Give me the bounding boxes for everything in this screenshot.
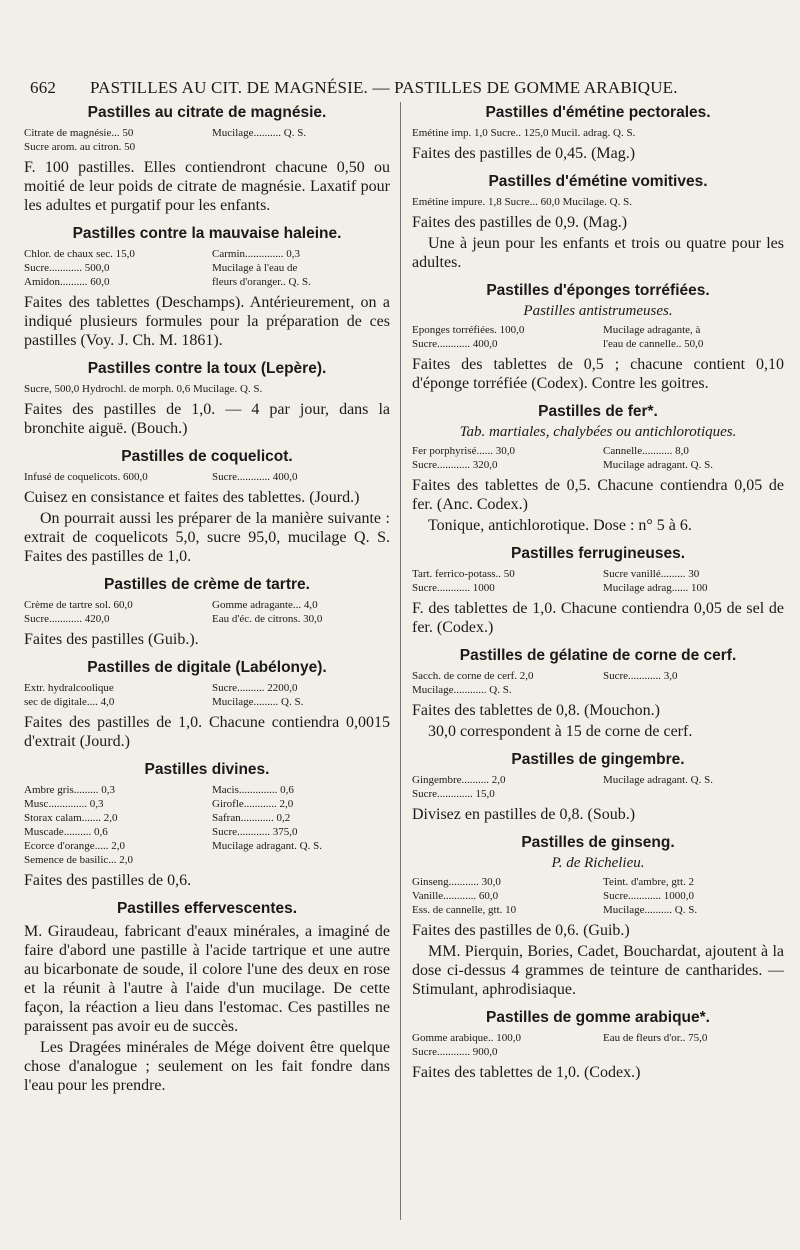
recipe-title: Pastilles de digitale (Labélonye). <box>87 659 327 676</box>
recipe-section <box>412 1009 784 1082</box>
recipe-title: Pastilles au citrate de magnésie. <box>87 104 327 121</box>
recipe-text: Faites des tablettes de 1,0. (Codex.) <box>412 1064 641 1081</box>
ingredient-list <box>412 444 784 472</box>
recipe-title: Pastilles de fer*. <box>538 403 658 420</box>
recipe-text: Faites des pastilles (Guib.). <box>24 631 199 648</box>
recipe-text: Faites des tablettes de 0,5. Chacune contiendra 0,05 de fer. (Anc. Codex.) <box>412 477 784 513</box>
ingredient-list <box>412 323 784 351</box>
ingredient-line: Mucilage adrag...... 100 <box>603 582 708 594</box>
ingredient-line: Sucre............ 320,0 <box>412 459 498 471</box>
recipe-text: Tonique, antichlorotique. Dose : n° 5 à 6. <box>428 517 692 534</box>
ingredient-line: Fer porphyrisé...... 30,0 <box>412 445 515 457</box>
ingredient-line: Eau de fleurs d'or.. 75,0 <box>603 1032 708 1044</box>
recipe-text: F. des tablettes de 1,0. Chacune contiendra 0,05 de sel de fer. (Codex.) <box>412 600 784 636</box>
ingredient-line: Sucre............. 15,0 <box>412 788 495 800</box>
ingredient-line: Ess. de cannelle, gtt. 10 <box>412 904 517 916</box>
ingredient-line: Sacch. de corne de cerf. 2,0 <box>412 670 534 682</box>
recipe-text: 30,0 correspondent à 15 de corne de cerf. <box>428 723 693 740</box>
ingredient-line: Gingembre.......... 2,0 <box>412 774 506 786</box>
ingredient-line <box>603 683 784 697</box>
ingredient-line: Sucre arom. au citron. 50 <box>24 141 136 153</box>
recipe-text: Faites des pastilles de 0,6. <box>24 872 192 889</box>
recipe-title: Pastilles divines. <box>144 761 270 778</box>
ingredient-line: Muscade.......... 0,6 <box>24 826 108 838</box>
ingredient-line: Gomme adragante... 4,0 <box>212 599 318 611</box>
recipe-subtitle: Pastilles antistrumeuses. <box>523 303 673 319</box>
recipe-text: Faites des tablettes de 0,5 ; chacune contient 0,10 d'éponge torréfiée (Codex). Contre les goitres. <box>412 356 784 392</box>
recipe-title: Pastilles de gingembre. <box>511 751 685 768</box>
ingredient-list <box>24 247 390 289</box>
ingredient-line: Mucilage à l'eau de <box>212 262 298 274</box>
ingredient-line: Sucre............ 400,0 <box>212 471 298 483</box>
recipe-section <box>412 173 784 272</box>
ingredient-line: fleurs d'oranger.. Q. S. <box>212 276 311 288</box>
ingredient-line: Sucre............ 400,0 <box>412 338 498 350</box>
ingredient-line: Teint. d'ambre, gtt. 2 <box>603 876 695 888</box>
ingredient-line: Mucilage adragante, à <box>603 324 701 336</box>
recipe-text: Faites des pastilles de 0,6. (Guib.) <box>412 922 630 939</box>
running-title: PASTILLES AU CIT. DE MAGNÉSIE. — PASTILLES DE GOMME ARABIQUE. <box>90 78 678 97</box>
page-number: 662 <box>30 78 57 97</box>
ingredient-line: Sucre vanillé......... 30 <box>603 568 700 580</box>
ingredient-line <box>603 1045 784 1059</box>
ingredient-line: Sucre............ 3,0 <box>603 670 678 682</box>
left-column <box>24 104 390 1105</box>
recipe-title: Pastilles de coquelicot. <box>121 448 293 465</box>
ingredient-list <box>412 195 784 209</box>
ingredient-list <box>24 382 390 396</box>
ingredient-list <box>24 598 390 626</box>
column-divider <box>400 102 401 1220</box>
ingredient-line: Emétine impure. 1,8 Sucre... 60,0 Mucilage. Q. S. <box>412 196 632 208</box>
ingredient-list <box>412 126 784 140</box>
recipe-section <box>24 659 390 751</box>
ingredient-line: Cannelle........... 8,0 <box>603 445 689 457</box>
recipe-section <box>24 225 390 350</box>
recipe-subtitle: Tab. martiales, chalybées ou antichlorotiques. <box>459 424 737 440</box>
recipe-section <box>412 104 784 163</box>
recipe-section <box>24 360 390 438</box>
ingredient-line: Citrate de magnésie... 50 <box>24 127 134 139</box>
ingredient-line: Sucre............ 500,0 <box>24 262 110 274</box>
recipe-text: Faites des pastilles de 1,0. — 4 par jour, dans la bronchite aiguë. (Bouch.) <box>24 401 390 437</box>
recipe-section <box>24 761 390 890</box>
ingredient-line: Carmin.............. 0,3 <box>212 248 300 260</box>
ingredient-list <box>24 783 390 867</box>
ingredient-line: Ginseng........... 30,0 <box>412 876 501 888</box>
ingredient-line <box>603 787 784 801</box>
ingredient-line: Gomme arabique.. 100,0 <box>412 1032 522 1044</box>
ingredient-line: Mucilage............ Q. S. <box>412 684 512 696</box>
ingredient-list <box>412 567 784 595</box>
ingredient-line: Sucre............ 420,0 <box>24 613 110 625</box>
ingredient-line: Emétine imp. 1,0 Sucre.. 125,0 Mucil. adrag. Q. S. <box>412 127 636 139</box>
ingredient-line: Musc.............. 0,3 <box>24 798 104 810</box>
recipe-title: Pastilles d'éponges torréfiées. <box>486 282 710 299</box>
ingredient-line: Storax calam....... 2,0 <box>24 812 118 824</box>
recipe-text: On pourrait aussi les préparer de la manière suivante : extrait de coquelicots 5,0, sucre 95,0, mucilage Q. S. Faites des pastilles de 1,0. <box>24 510 390 565</box>
ingredient-line: Mucilage.......... Q. S. <box>603 904 698 916</box>
ingredient-line: Girofle............ 2,0 <box>212 798 294 810</box>
recipe-text: Faites des pastilles de 0,9. (Mag.) <box>412 214 628 231</box>
ingredient-list <box>412 875 784 917</box>
recipe-section <box>412 403 784 535</box>
recipe-text: Divisez en pastilles de 0,8. (Soub.) <box>412 806 636 823</box>
ingredient-line: Infusé de coquelicots. 600,0 <box>24 471 148 483</box>
ingredient-line <box>212 853 390 867</box>
ingredient-line: Safran............ 0,2 <box>212 812 291 824</box>
ingredient-line: Mucilage adragant. Q. S. <box>603 459 713 471</box>
recipe-section <box>24 900 390 1095</box>
ingredient-list <box>24 681 390 709</box>
recipe-text: F. 100 pastilles. Elles contiendront chacune 0,50 ou moitié de leur poids de citrate de magnésie. Laxatif pour les adultes et purgatif pour les enfants. <box>24 159 390 214</box>
ingredient-line: Macis.............. 0,6 <box>212 784 294 796</box>
ingredient-list <box>412 1031 784 1059</box>
ingredient-line: Sucre............ 900,0 <box>412 1046 498 1058</box>
ingredient-line: Mucilage adragant. Q. S. <box>603 774 713 786</box>
ingredient-list <box>24 470 390 484</box>
ingredient-line: Eponges torréfiées. 100,0 <box>412 324 525 336</box>
ingredient-line: Semence de basilic... 2,0 <box>24 854 134 866</box>
ingredient-line: Mucilage adragant. Q. S. <box>212 840 322 852</box>
recipe-text: Faites des pastilles de 1,0. Chacune contiendra 0,0015 d'extrait (Jourd.) <box>24 714 390 750</box>
recipe-text: Les Dragées minérales de Mége doivent être quelque chose d'analogue ; seulement on les fait fondre dans l'eau pour les prendre. <box>24 1039 390 1094</box>
ingredient-line: l'eau de cannelle.. 50,0 <box>603 338 704 350</box>
ingredient-list <box>412 773 784 801</box>
right-column <box>412 104 784 1092</box>
ingredient-line: Crème de tartre sol. 60,0 <box>24 599 133 611</box>
recipe-title: Pastilles ferrugineuses. <box>510 545 686 562</box>
recipe-text: MM. Pierquin, Bories, Cadet, Bouchardat, ajoutent à la dose ci-dessus 4 grammes de teinture de cantharides. — Stimulant, aphrodisiaque. <box>412 943 784 998</box>
recipe-title: Pastilles de ginseng. <box>521 834 675 851</box>
ingredient-line <box>212 140 390 154</box>
recipe-section <box>24 104 390 215</box>
ingredient-line: Sucre, 500,0 Hydrochl. de morph. 0,6 Mucilage. Q. S. <box>24 383 263 395</box>
ingredient-line: Vanille............ 60,0 <box>412 890 499 902</box>
recipe-text: M. Giraudeau, fabricant d'eaux minérales, a imaginé de faire d'abord une pastille à l'acide tartrique et une autre au bicarbonate de soude, il colore l'une des deux en rose et la réunit à l'autre à l'aide d'un mucilage. De cette façon, la réaction a lieu dans l'estomac. Ces pastilles ne paraissent pas avoir eu de succès. <box>24 923 390 1035</box>
recipe-text: Faites des pastilles de 0,45. (Mag.) <box>412 145 636 162</box>
recipe-title: Pastilles de gélatine de corne de cerf. <box>459 647 737 664</box>
ingredient-line: Sucre.......... 2200,0 <box>212 682 298 694</box>
ingredient-line: Eau d'éc. de citrons. 30,0 <box>212 613 323 625</box>
recipe-title: Pastilles d'émétine pectorales. <box>485 104 711 121</box>
recipe-title: Pastilles de gomme arabique*. <box>486 1009 710 1026</box>
ingredient-line: Mucilage.......... Q. S. <box>212 127 307 139</box>
recipe-section <box>24 576 390 649</box>
ingredient-line: Sucre............ 1000,0 <box>603 890 695 902</box>
recipe-text: Faites des tablettes (Deschamps). Antérieurement, on a indiqué plusieurs formules pour la préparation de ces pastilles (Voy. J. Ch. M. 1861). <box>24 294 390 349</box>
ingredient-line: Chlor. de chaux sec. 15,0 <box>24 248 135 260</box>
recipe-title: Pastilles contre la toux (Lepère). <box>87 360 327 377</box>
ingredient-list <box>412 669 784 697</box>
recipe-title: Pastilles de crème de tartre. <box>104 576 310 593</box>
recipe-section <box>412 545 784 637</box>
ingredient-line: Sucre............ 1000 <box>412 582 495 594</box>
recipe-title: Pastilles effervescentes. <box>116 900 298 917</box>
recipe-text: Faites des tablettes de 0,8. (Mouchon.) <box>412 702 660 719</box>
recipe-text: Une à jeun pour les enfants et trois ou quatre pour les adultes. <box>412 235 784 271</box>
ingredient-list <box>24 126 390 154</box>
recipe-title: Pastilles contre la mauvaise haleine. <box>72 225 342 242</box>
recipe-section <box>412 751 784 824</box>
recipe-section <box>412 647 784 741</box>
ingredient-line: Amidon.......... 60,0 <box>24 276 110 288</box>
recipe-text: Cuisez en consistance et faites des tablettes. (Jourd.) <box>24 489 360 506</box>
recipe-section <box>24 448 390 566</box>
recipe-subtitle: P. de Richelieu. <box>551 855 645 871</box>
ingredient-line: Mucilage......... Q. S. <box>212 696 304 708</box>
ingredient-line: Extr. hydralcoolique <box>24 682 114 694</box>
ingredient-line: Tart. ferrico-potass.. 50 <box>412 568 515 580</box>
ingredient-line: Ecorce d'orange..... 2,0 <box>24 840 125 852</box>
recipe-title: Pastilles d'émétine vomitives. <box>488 173 708 190</box>
ingredient-line: Ambre gris......... 0,3 <box>24 784 116 796</box>
ingredient-line: Sucre............ 375,0 <box>212 826 298 838</box>
ingredient-line: sec de digitale.... 4,0 <box>24 696 115 708</box>
recipe-section <box>412 834 784 999</box>
recipe-section <box>412 282 784 393</box>
